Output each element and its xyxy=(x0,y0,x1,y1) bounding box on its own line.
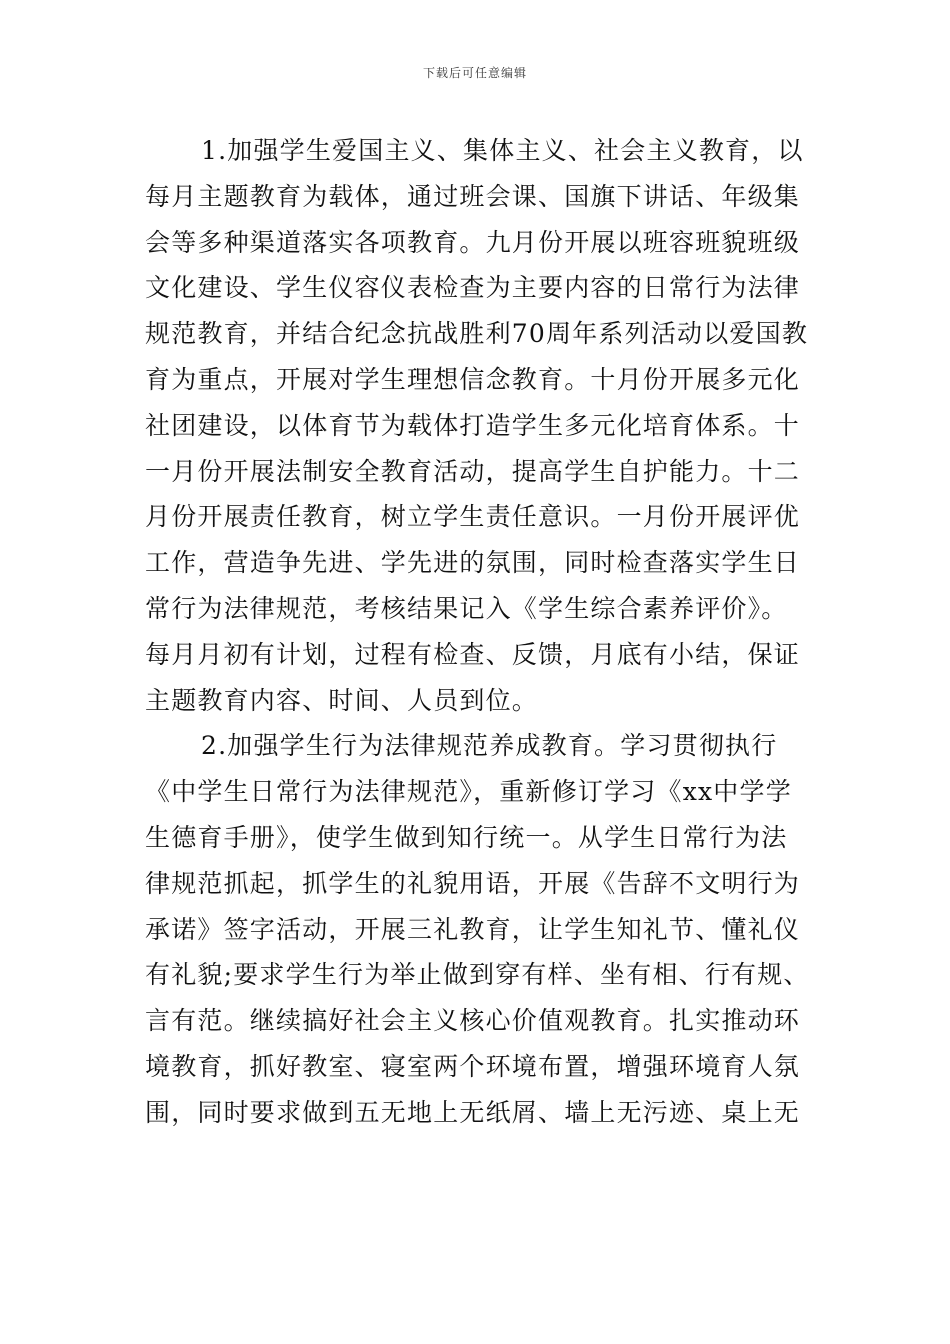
paragraph-1-line-11: 常行为法律规范，考核结果记入《学生综合素养评价》。 xyxy=(145,593,788,623)
paragraph-1-line-12: 每月月初有计划，过程有检查、反馈，月底有小结，保证 xyxy=(145,639,801,669)
paragraph-2-line-6: 有礼貌;要求学生行为举止做到穿有样、坐有相、行有规、 xyxy=(145,960,810,990)
paragraph-1-line-6: 育为重点，开展对学生理想信念教育。十月份开展多元化 xyxy=(145,364,801,394)
paragraph-1-line-13: 主题教育内容、时间、人员到位。 xyxy=(145,685,539,715)
paragraph-1-line-3: 会等多种渠道落实各项教育。九月份开展以班容班貌班级 xyxy=(145,227,801,257)
document-body xyxy=(145,128,810,1136)
header-note: 下载后可任意编辑 xyxy=(422,66,527,80)
paragraph-2-line-4: 律规范抓起，抓学生的礼貌用语，开展《告辞不文明行为 xyxy=(145,868,801,898)
paragraph-1-line-5: 规范教育，并结合纪念抗战胜利70周年系列活动以爱国教 xyxy=(145,319,809,349)
paragraph-2-line-7: 言有范。继续搞好社会主义核心价值观教育。扎实推动环 xyxy=(145,1006,801,1036)
paragraph-1-line-4: 文化建设、学生仪容仪表检查为主要内容的日常行为法律 xyxy=(145,273,801,303)
paragraph-1-line-10: 工作，营造争先进、学先进的氛围，同时检查落实学生日 xyxy=(145,548,801,578)
paragraph-1-line-1: 1.加强学生爱国主义、集体主义、社会主义教育，以 xyxy=(201,136,804,165)
paragraph-1-line-2: 每月主题教育为载体，通过班会课、国旗下讲话、年级集 xyxy=(145,181,801,211)
paragraph-2-line-3: 生德育手册》，使学生做到知行统一。从学生日常行为法 xyxy=(145,822,788,852)
paragraph-1-line-7: 社团建设，以体育节为载体打造学生多元化培育体系。十 xyxy=(145,410,801,440)
paragraph-2-line-2: 《中学生日常行为法律规范》，重新修订学习《xx中学学 xyxy=(145,777,792,807)
paragraph-1-line-8: 一月份开展法制安全教育活动，提高学生自护能力。十二 xyxy=(145,456,801,486)
paragraph-2-line-5: 承诺》签字活动，开展三礼教育，让学生知礼节、懂礼仪 xyxy=(145,914,801,944)
paragraph-2-line-9: 围，同时要求做到五无地上无纸屑、墙上无污迹、桌上无 xyxy=(145,1097,801,1127)
paragraph-2-line-8: 境教育，抓好教室、寝室两个环境布置，增强环境育人氛 xyxy=(145,1051,801,1081)
paragraph-2-line-1: 2.加强学生行为法律规范养成教育。学习贯彻执行 xyxy=(201,731,778,761)
paragraph-1-line-9: 月份开展责任教育，树立学生责任意识。一月份开展评优 xyxy=(145,502,801,532)
